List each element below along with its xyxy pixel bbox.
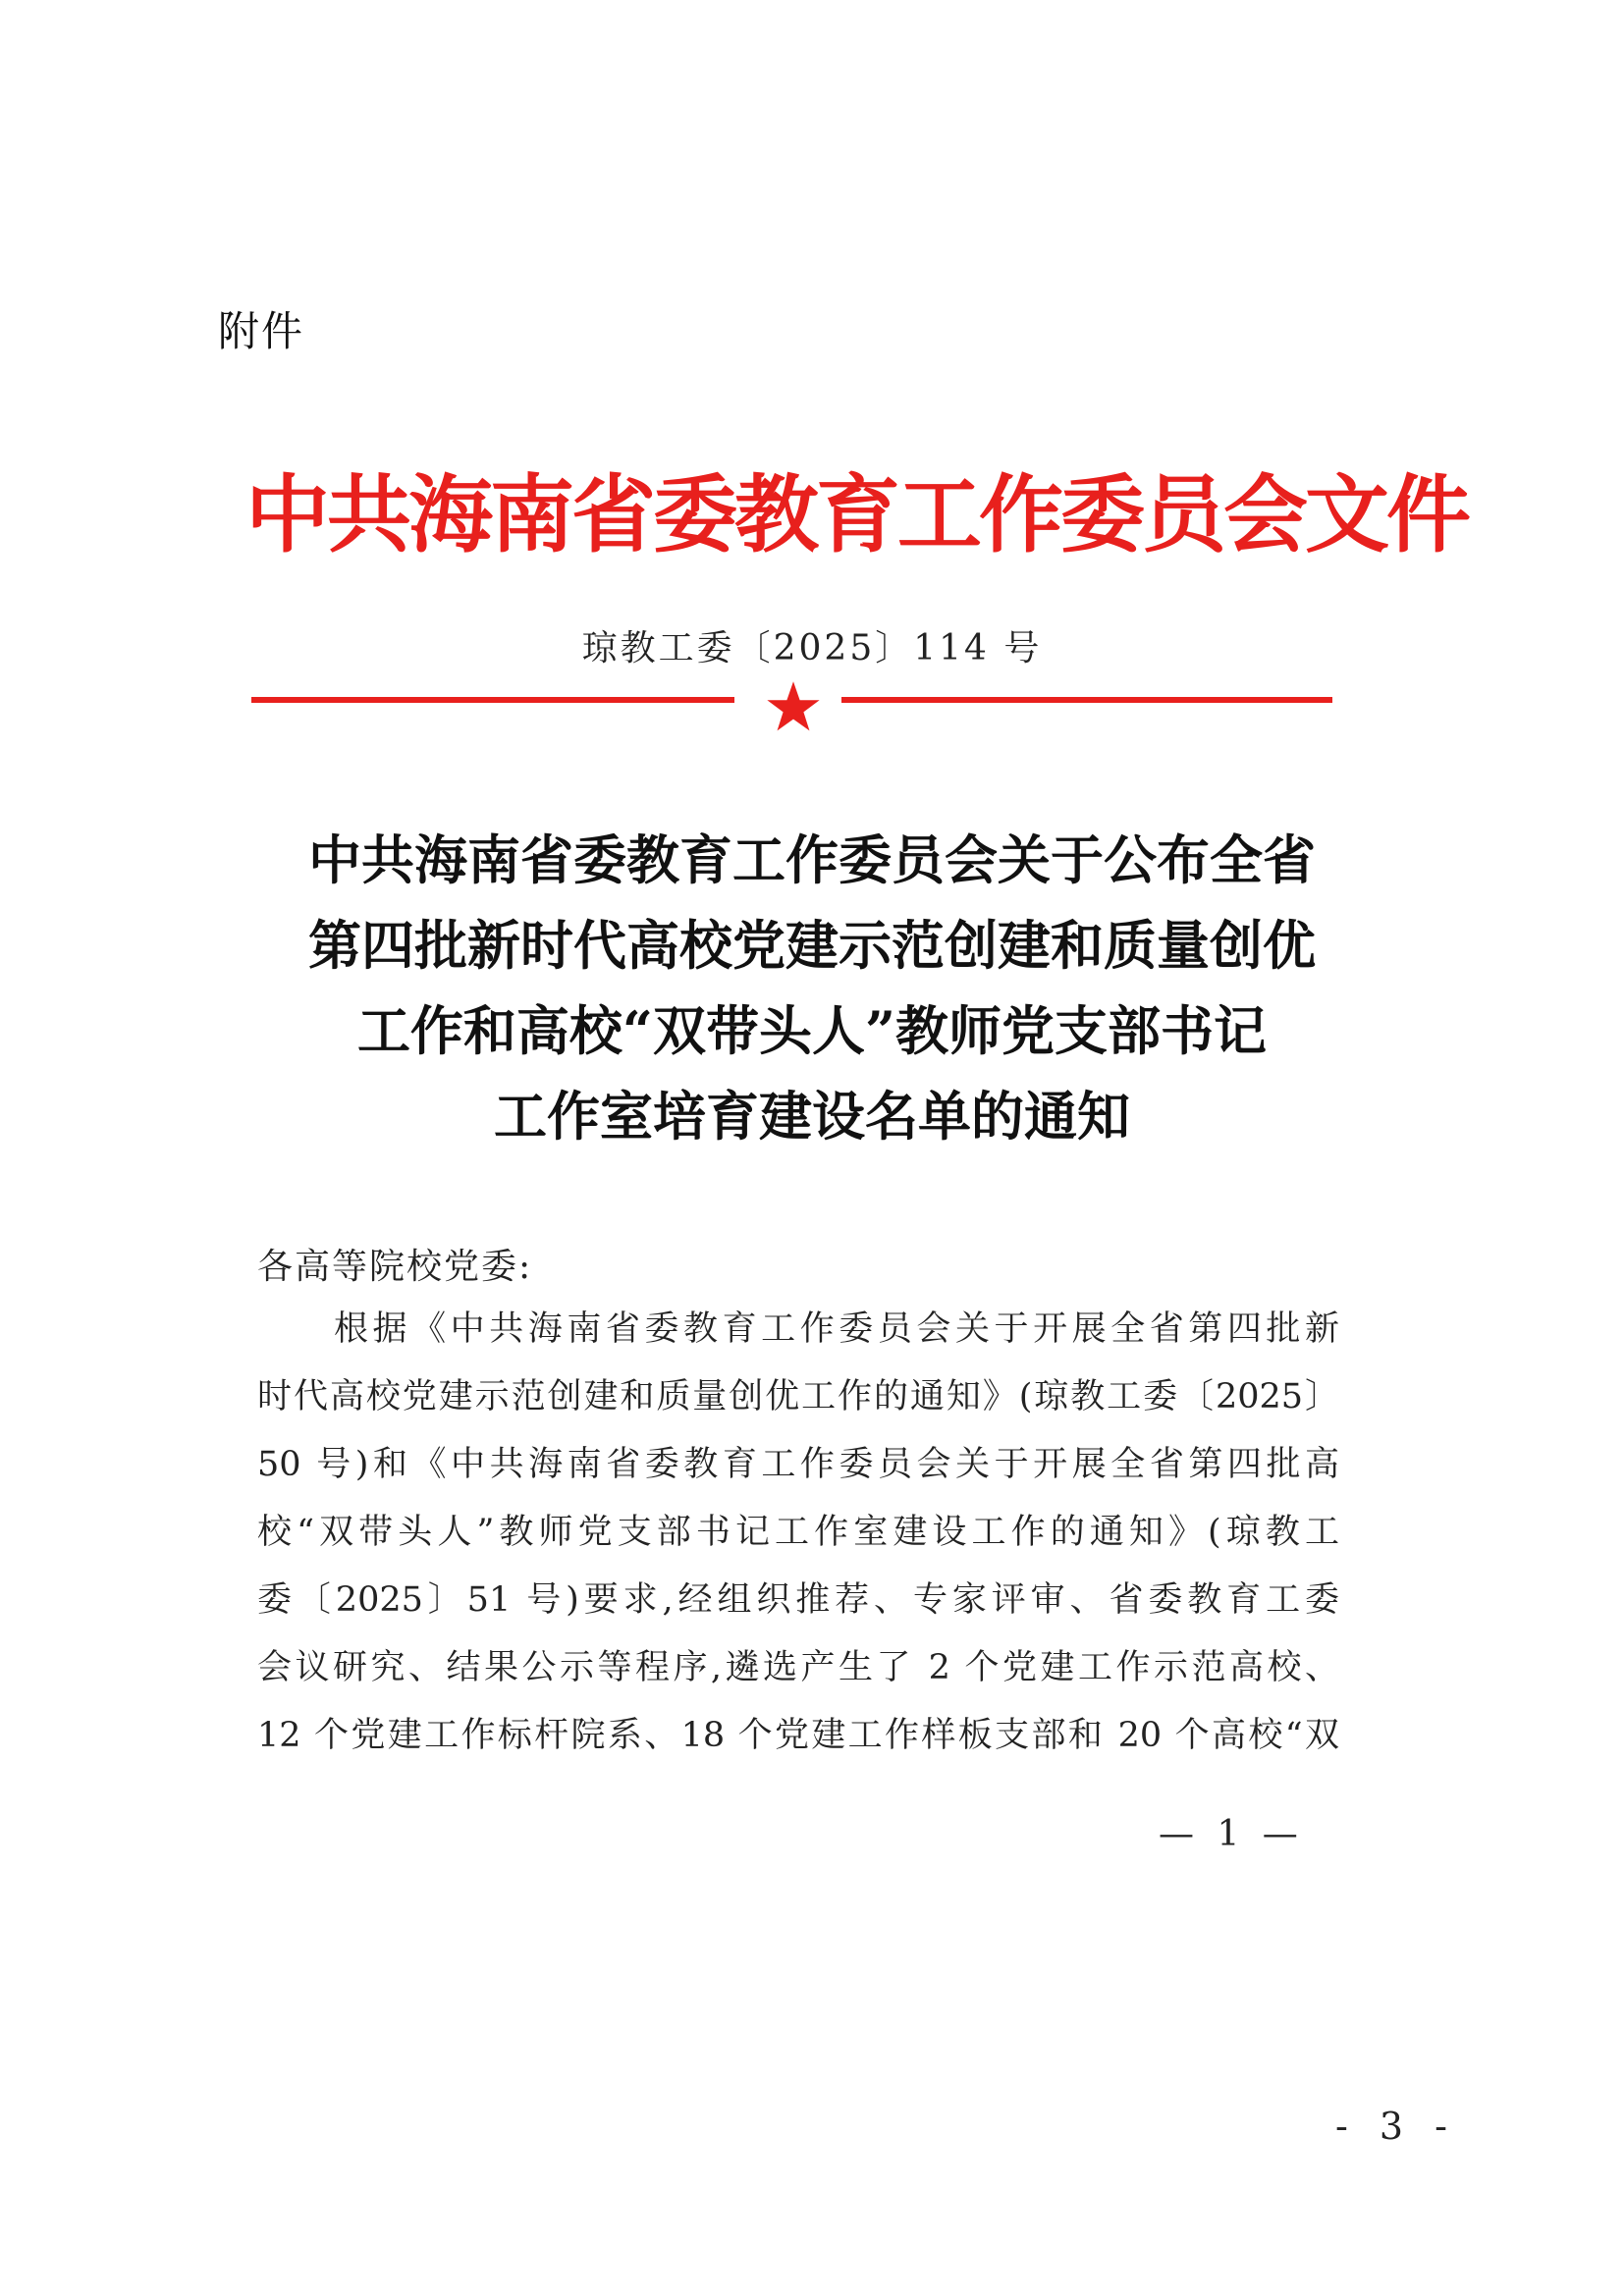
notice-title-line: 工作室培育建设名单的通知 — [494, 1085, 1130, 1148]
inner-page-number: — 1 — — [1159, 1814, 1304, 1854]
salutation: 各高等院校党委: — [257, 1247, 533, 1287]
notice-title-line: 工作和高校“双带头人”教师党支部书记 — [356, 999, 1268, 1062]
body-line: 会议研究、结果公示等程序,遴选产生了 2 个党建工作示范高校、 — [257, 1648, 1339, 1687]
body-text — [257, 1296, 1339, 1770]
attachment-label: 附件 — [218, 307, 305, 355]
body-line: 委〔2025〕51 号)要求,经组织推荐、专家评审、省委教育工委 — [257, 1580, 1339, 1620]
body-line: 12 个党建工作标杆院系、18 个党建工作样板支部和 20 个高校“双 — [257, 1716, 1339, 1755]
outer-page-number: - 3 - — [1335, 2105, 1458, 2148]
red-divider-left — [251, 697, 734, 703]
document-number: 琼教工委〔2025〕114 号 — [581, 628, 1043, 668]
notice-title-line: 第四批新时代高校党建示范创建和质量创优 — [308, 914, 1316, 977]
body-line: 根据《中共海南省委教育工作委员会关于开展全省第四批新 — [334, 1309, 1339, 1349]
body-line: 校“双带头人”教师党支部书记工作室建设工作的通知》(琼教工 — [257, 1513, 1339, 1552]
red-divider-right — [841, 697, 1332, 703]
document-header-title: 中共海南省委教育工作委员会文件 — [245, 465, 1468, 564]
notice-title-line: 中共海南省委教育工作委员会关于公布全省 — [308, 828, 1316, 891]
body-line: 50 号)和《中共海南省委教育工作委员会关于开展全省第四批高 — [257, 1445, 1339, 1484]
notice-title — [245, 818, 1379, 1159]
red-star-icon — [766, 679, 821, 734]
body-line: 时代高校党建示范创建和质量创优工作的通知》(琼教工委〔2025〕 — [257, 1377, 1339, 1416]
